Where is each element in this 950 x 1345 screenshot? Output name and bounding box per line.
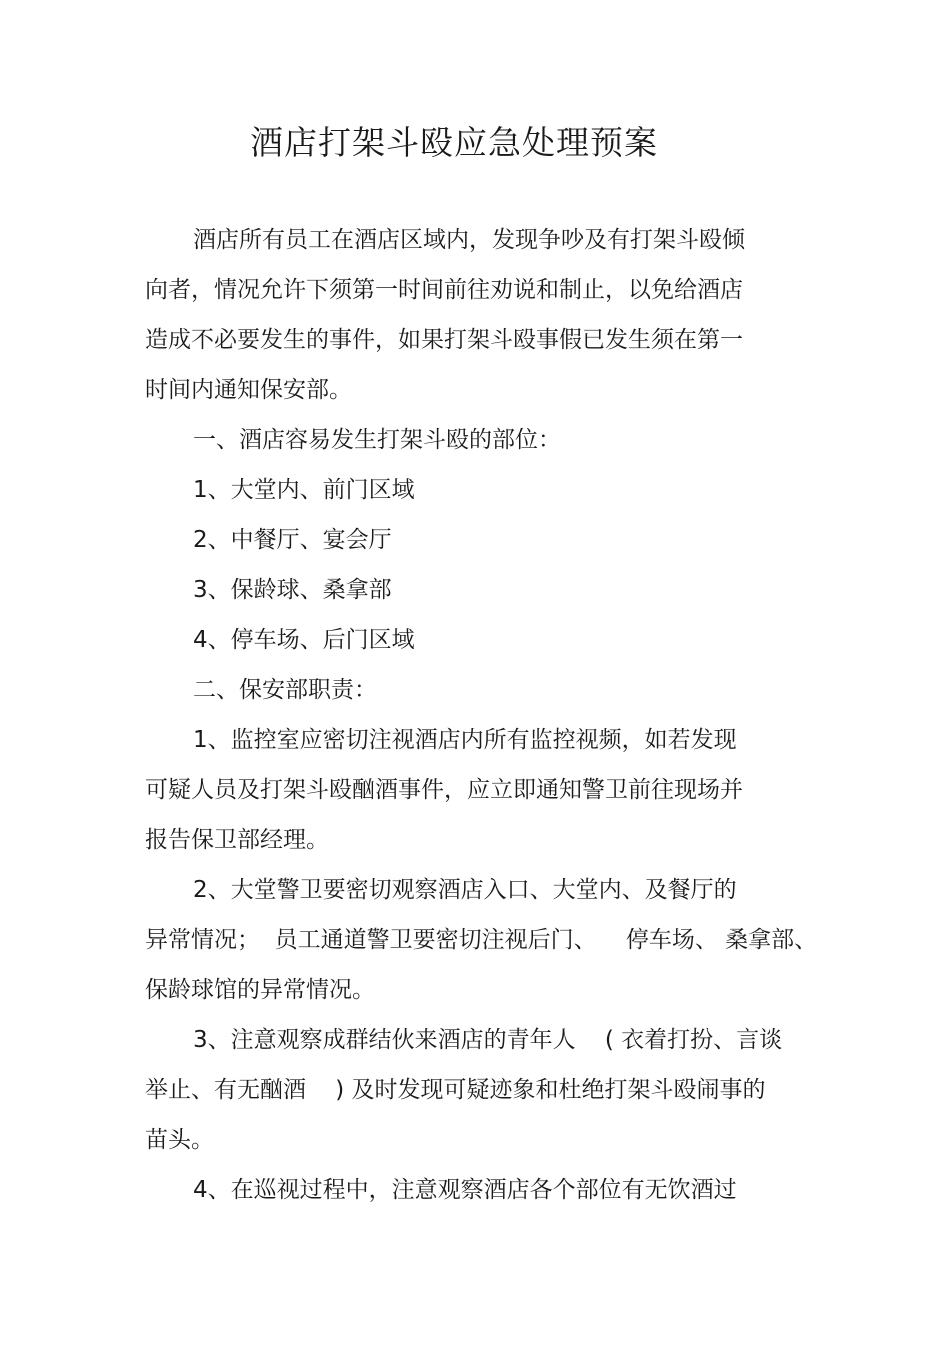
list-item: 4、停车场、后门区域 <box>193 627 415 653</box>
paragraph-line: 可疑人员及打架斗殴酗酒事件，应立即通知警卫前往现场并 <box>145 777 743 803</box>
paragraph-line: 造成不必要发生的事件，如果打架斗殴事假已发生须在第一 <box>145 327 743 353</box>
paragraph-line: 苗头。 <box>145 1127 214 1153</box>
paragraph-line: 保龄球馆的异常情况。 <box>145 977 375 1003</box>
list-item: 1、大堂内、前门区域 <box>193 477 415 503</box>
paragraph-line: 报告保卫部经理。 <box>145 827 329 853</box>
section-heading: 一、酒店容易发生打架斗殴的部位： <box>193 427 561 453</box>
paragraph-line: 酒店所有员工在酒店区域内，发现争吵及有打架斗殴倾 <box>193 227 745 253</box>
paragraph-line: 异常情况； 员工通道警卫要密切注视后门、 停车场、 桑拿部、 <box>145 927 818 953</box>
paragraph-line: 4、在巡视过程中，注意观察酒店各个部位有无饮酒过 <box>193 1177 737 1203</box>
paragraph-line: 向者，情况允许下须第一时间前往劝说和制止，以免给酒店 <box>145 277 743 303</box>
paragraph-line: 举止、有无酗酒 ) 及时发现可疑迹象和杜绝打架斗殴闹事的 <box>145 1077 766 1103</box>
document-title: 酒店打架斗殴应急处理预案 <box>250 123 658 162</box>
paragraph-line: 时间内通知保安部。 <box>145 377 352 403</box>
paragraph-line: 3、注意观察成群结伙来酒店的青年人 ( 衣着打扮、言谈 <box>193 1027 783 1053</box>
list-item: 3、保龄球、桑拿部 <box>193 577 392 603</box>
paragraph-line: 1、监控室应密切注视酒店内所有监控视频，如若发现 <box>193 727 737 753</box>
paragraph-line: 2、大堂警卫要密切观察酒店入口、大堂内、及餐厅的 <box>193 877 737 903</box>
section-heading: 二、保安部职责： <box>193 677 377 703</box>
list-item: 2、中餐厅、宴会厅 <box>193 527 392 553</box>
